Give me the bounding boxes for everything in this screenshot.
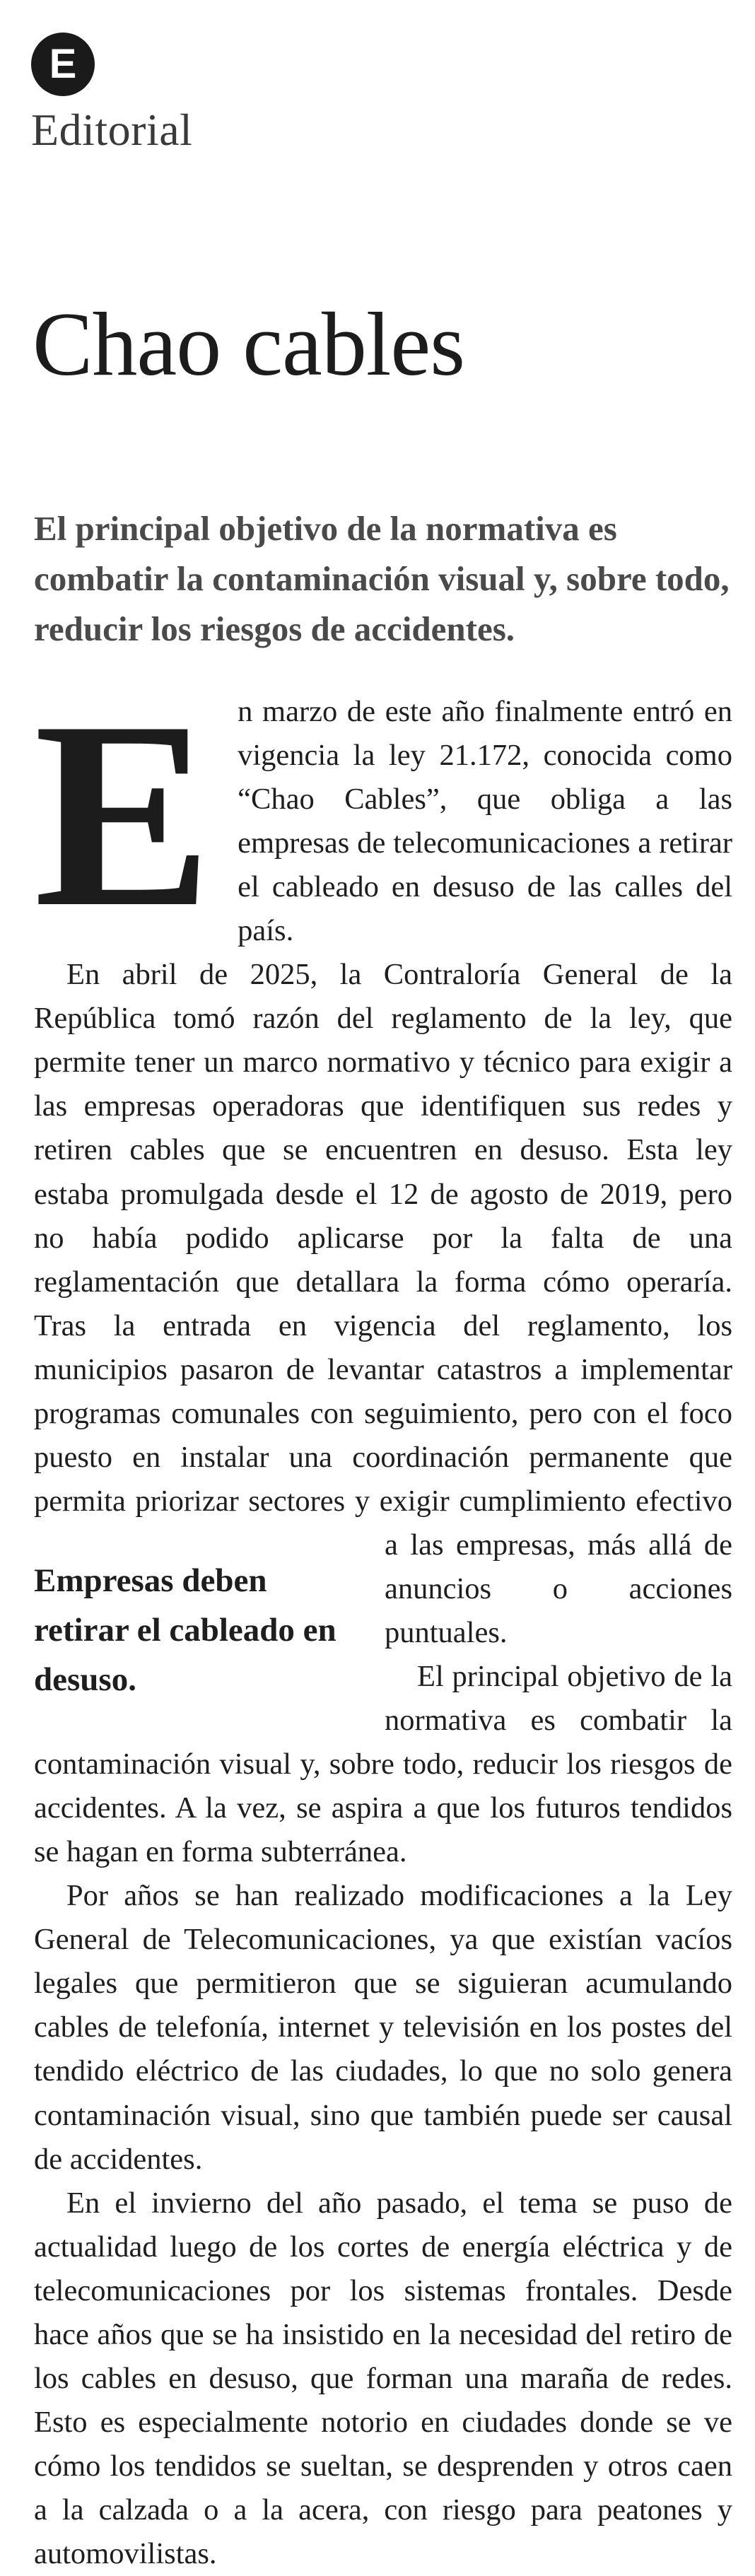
paragraph-1-text: n marzo de este año finalmente entró en vigencia la ley 21.172, conocida como “Chao Cables”, que obliga a las empresas de telecomunicaciones a retirar el cableado en desuso de las calles del país. bbox=[238, 695, 732, 948]
paragraph-2: En abril de 2025, la Contraloría General de la República tomó razón del reglamento de la ley, que permite tener un marco normativo y técnico para exigir a las empresas operadoras que identifiquen sus redes y retiren cables que se encuentren en desuso. Esta ley estaba promulgada desde el 12 de agosto de 2019, pero no había podido aplicarse por la falta de una reglamentación que detallara la forma cómo operaría. Tras la entrada en vigencia del reglamento, los municipios pasaron de levantar catastros a implementar programas comunales con seguimiento, pero con el foco puesto en instalar una coordinación permanente que permita priorizar sectores y exigir cumplimiento Empresas deben retirar el cableado en desuso. efectivo a las empresas, más allá de anuncios o acciones puntuales. bbox=[34, 953, 732, 1655]
paragraph-4: Por años se han realizado modificaciones a la Ley General de Telecomunicaciones, ya que existían vacíos legales que permitieron que se siguieran acumulando cables de telefonía, internet y televisión en los postes del tendido eléctrico de las ciudades, lo que no solo genera contaminación visual, sino que también puede ser causal de accidentes. bbox=[34, 1879, 732, 2176]
article-title: Chao cables bbox=[33, 294, 464, 394]
drop-cap: E bbox=[34, 666, 213, 962]
article-subtitle: El principal objetivo de la normativa es combatir la contaminación visual y, sobre todo, reducir los riesgos de accidentes. bbox=[34, 509, 730, 649]
section-badge: E bbox=[31, 33, 95, 96]
pull-quote: Empresas deben retirar el cableado en desuso. bbox=[34, 1562, 336, 1698]
article-body bbox=[34, 666, 732, 2576]
section-label: Editorial bbox=[31, 105, 193, 155]
paragraph-5: En el invierno del año pasado, el tema se puso de actualidad luego de los cortes de energía eléctrica y de telecomunicaciones por los sistemas frontales. Desde hace años que se ha insistido en la necesidad del retiro de los cables en desuso, que forman una maraña de redes. Esto es especialmente notorio en ciudades donde se ve cómo los tendidos se sueltan, se desprenden y otros caen a la calzada o a la acera, con riesgo para peatones y automovilistas. bbox=[34, 2186, 732, 2570]
section-header bbox=[31, 33, 192, 153]
paragraph-1 bbox=[34, 666, 732, 962]
paragraph-3: El principal objetivo de la normativa es combatir la contaminación visual y, sobre todo, reducir los riesgos de accidentes. A la vez, se aspira a que los futuros tendidos se hagan en forma subterránea. bbox=[34, 1660, 732, 1869]
